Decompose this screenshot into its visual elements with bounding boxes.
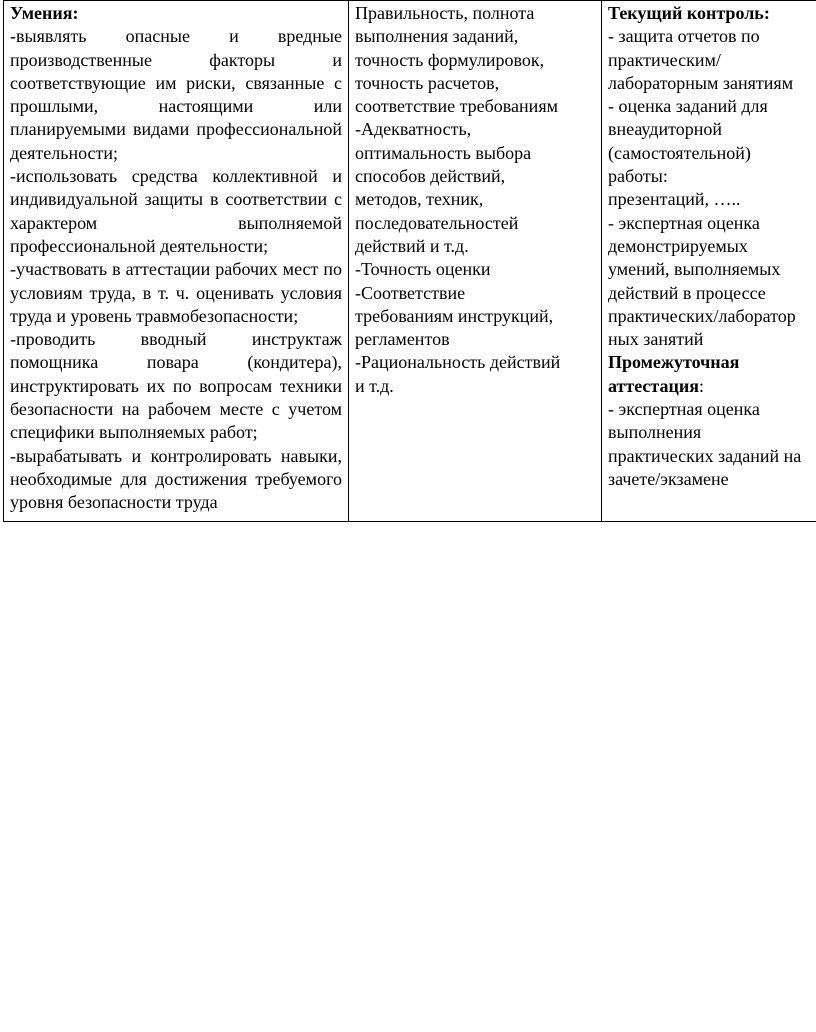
skill-item: -использовать средства коллективной и индивидуальной защиты в соответствии с характером выполняемой профессиональной деятельности; [10, 166, 342, 256]
current-control-line: практическим/ [608, 49, 721, 70]
current-control-heading: Текущий контроль: [608, 3, 770, 23]
skills-heading: Умения: [10, 3, 79, 23]
current-control-line: презентаций, ….. [608, 189, 741, 210]
current-control-line: умений, выполняемых [608, 259, 781, 280]
interim-heading-line2 [608, 375, 816, 398]
competency-table [3, 0, 816, 522]
criteria-line: точность расчетов, [355, 72, 500, 93]
skill-item: -выявлять опасные и вредные производственные факторы и соответствующие им риски, связанные с прошлыми, настоящими или планируемыми видами профессиональной деятельности; [10, 26, 342, 163]
interim-line: зачете/экзамене [608, 468, 729, 489]
criteria-cell [349, 1, 602, 522]
criteria-line: соответствие требованиям [355, 96, 558, 117]
current-control-line: ных занятий [608, 329, 704, 350]
interim-heading-word: аттестация [608, 375, 699, 396]
criteria-line: методов, техник, [355, 189, 484, 210]
interim-line: практических заданий на [608, 445, 802, 466]
skill-item: -участвовать в аттестации рабочих мест по условиям труда, в т. ч. оценивать условия труда и уровень травмобезопасности; [10, 259, 342, 326]
current-control-line: действий в процессе [608, 282, 766, 303]
interim-line: - экспертная оценка [608, 399, 760, 420]
current-control-line: работы: [608, 166, 668, 187]
criteria-line: -Соответствие [355, 282, 466, 303]
interim-heading-colon: : [698, 375, 704, 396]
current-control-line: - защита отчетов по [608, 26, 760, 47]
criteria-line: оптимальность выбора [355, 142, 532, 163]
skills-cell [4, 1, 349, 522]
current-control-line: практических/лаборатор [608, 305, 796, 326]
criteria-line: точность формулировок, [355, 49, 545, 70]
criteria-line: -Рациональность действий [355, 352, 561, 373]
current-control-line: внеаудиторной [608, 119, 722, 140]
interim-line: выполнения [608, 422, 702, 443]
skill-item: -проводить вводный инструктаж помощника повара (кондитера), инструктировать их по вопросам техники безопасности на рабочем месте с учетом специфики выполняемых работ; [10, 329, 342, 443]
current-control-line: - экспертная оценка [608, 212, 760, 233]
criteria-line: действий и т.д. [355, 235, 469, 256]
interim-heading: Промежуточная [608, 352, 740, 373]
criteria-line: способов действий, [355, 166, 506, 187]
table-row [4, 1, 816, 522]
criteria-line: -Адекватность, [355, 119, 472, 140]
criteria-line: последовательностей [355, 212, 519, 233]
criteria-line: выполнения заданий, [355, 26, 519, 47]
criteria-line: -Точность оценки [355, 259, 491, 280]
skill-item: -вырабатывать и контролировать навыки, необходимые для достижения требуемого уровня безопасности труда [10, 445, 342, 513]
criteria-line: Правильность, полнота [355, 3, 535, 23]
current-control-line: - оценка заданий для [608, 96, 768, 117]
current-control-line: лабораторным занятиям [608, 72, 794, 93]
criteria-line: регламентов [355, 329, 450, 350]
criteria-line: требованиям инструкций, [355, 305, 554, 326]
current-control-line: (самостоятельной) [608, 142, 751, 163]
current-control-line: демонстрируемых [608, 235, 748, 256]
assessment-cell [602, 1, 816, 522]
criteria-line: и т.д. [355, 375, 394, 396]
